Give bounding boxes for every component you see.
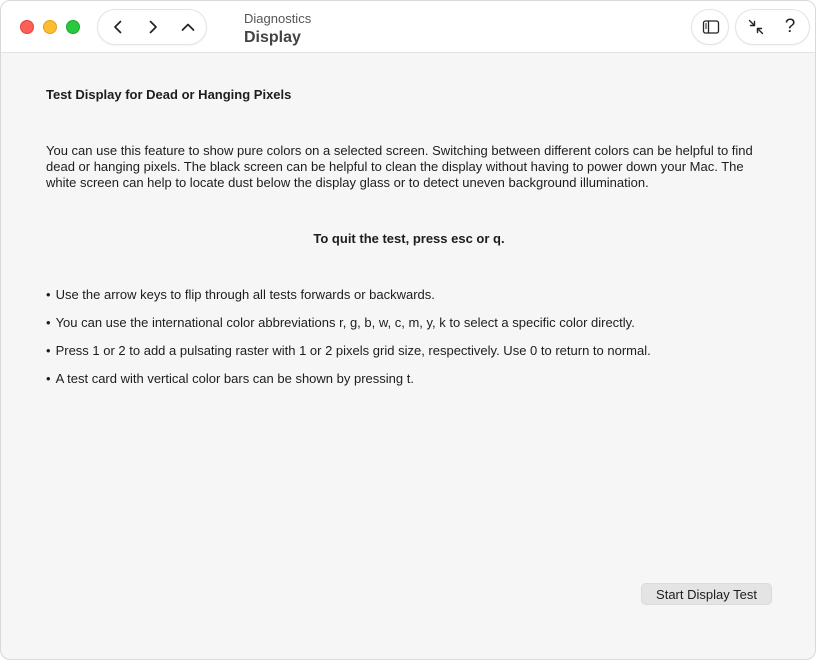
minimize-window-button[interactable] (43, 20, 57, 34)
instruction-list (46, 287, 651, 399)
window-title: Display (244, 29, 301, 46)
description-text: You can use this feature to show pure colors on a selected screen. Switching between different colors can be helpful to find dead or hanging pixels. The black screen can be helpful to clean the display without having to power down your Mac. The white screen can help to locate dust below the display glass or to detect uneven background illumination. (46, 143, 753, 190)
window-subtitle: Diagnostics (244, 11, 312, 26)
list-item: • A test card with vertical color bars can be shown by pressing t. (46, 371, 651, 399)
title-block (244, 11, 311, 48)
chevron-right-icon (146, 20, 160, 34)
list-item: • You can use the international color abbreviations r, g, b, w, c, m, y, k to select a specific color directly. (46, 315, 651, 343)
quit-instruction: To quit the test, press esc or q. (313, 231, 505, 246)
navigation-group (97, 9, 207, 45)
list-item: • Use the arrow keys to flip through all tests forwards or backwards. (46, 287, 651, 315)
zoom-window-button[interactable] (66, 20, 80, 34)
list-item: • Press 1 or 2 to add a pulsating raster with 1 or 2 pixels grid size, respectively. Use 0 to return to normal. (46, 343, 651, 371)
back-button[interactable] (100, 10, 136, 44)
sidebar-toggle-icon-wrap (693, 10, 729, 44)
sidebar-toggle-button[interactable] (691, 9, 729, 45)
forward-button[interactable] (135, 10, 171, 44)
arrows-collapse-icon (747, 18, 765, 36)
chevron-up-icon (181, 20, 195, 34)
collapse-button[interactable] (738, 10, 774, 44)
toolbar-button-group (735, 9, 810, 45)
section-heading: Test Display for Dead or Hanging Pixels (46, 87, 292, 102)
start-display-test-button[interactable]: Start Display Test (641, 583, 772, 605)
close-window-button[interactable] (20, 20, 34, 34)
sidebar-toggle-icon (702, 18, 720, 36)
title-bar (1, 1, 815, 53)
chevron-left-icon (111, 20, 125, 34)
up-button[interactable] (170, 10, 206, 44)
help-button[interactable]: ? (784, 16, 796, 37)
